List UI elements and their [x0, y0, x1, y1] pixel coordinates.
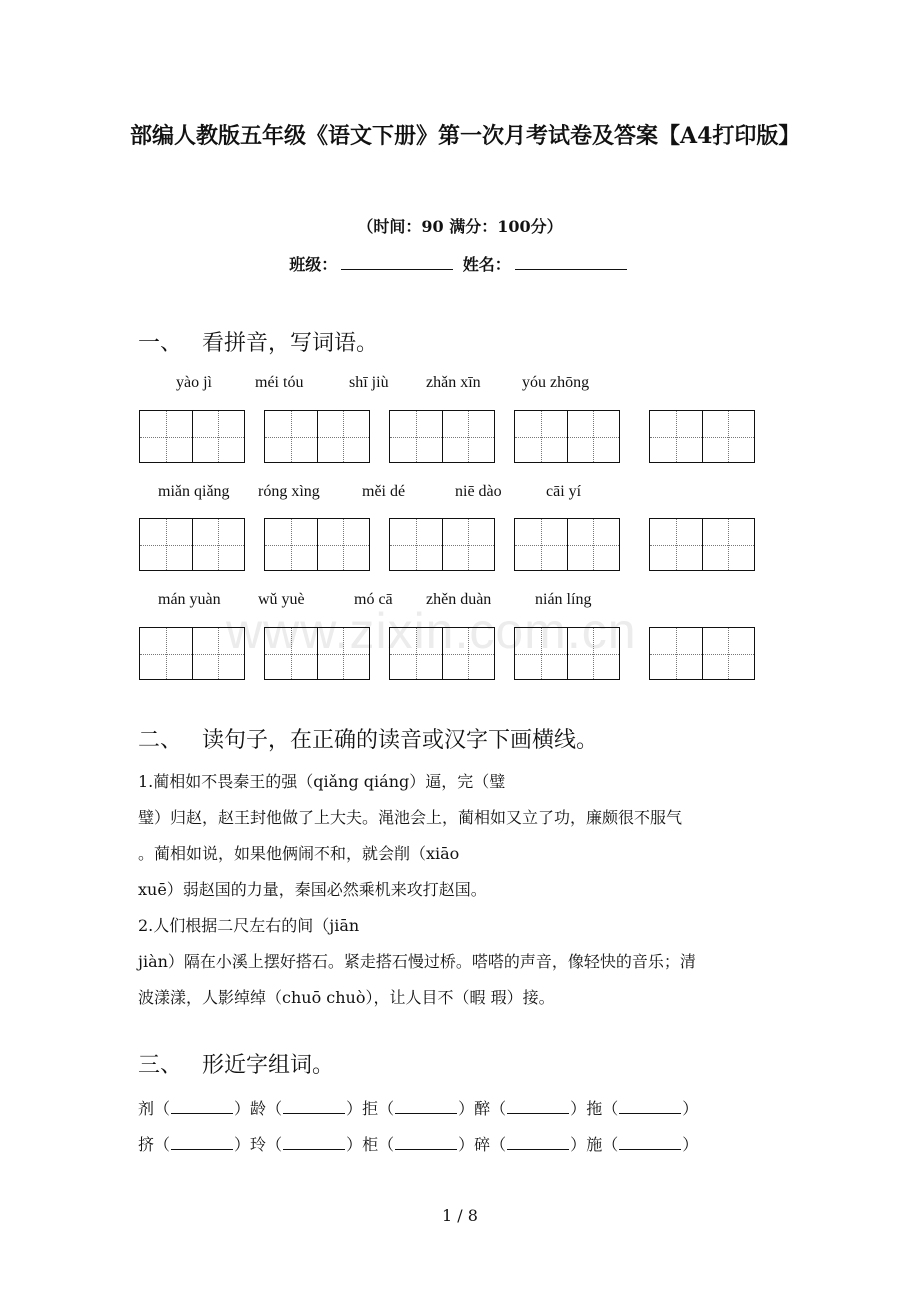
writing-cell[interactable]: [192, 628, 245, 679]
answer-blank[interactable]: [507, 1099, 569, 1114]
writing-cell[interactable]: [140, 628, 192, 679]
writing-cell[interactable]: [192, 411, 245, 462]
guide-line: [568, 545, 620, 546]
answer-blank[interactable]: [619, 1135, 681, 1150]
section2-line-4: xuē）弱赵国的力量，秦国必然乘机来攻打赵国。: [138, 880, 487, 899]
writing-cell[interactable]: [567, 628, 620, 679]
section3-title: 形近字组词。: [202, 1053, 335, 1078]
guide-line: [390, 437, 442, 438]
pinyin-label: méi tóu: [255, 374, 304, 391]
open-paren: （: [154, 1099, 171, 1118]
guide-line: [515, 545, 567, 546]
writing-grid[interactable]: [514, 410, 620, 463]
guide-line: [193, 654, 245, 655]
guide-line: [265, 437, 317, 438]
close-paren: ）: [570, 1099, 587, 1118]
close-paren: ）: [570, 1135, 587, 1154]
writing-cell[interactable]: [567, 519, 620, 570]
pinyin-label: wǔ yuè: [258, 591, 305, 608]
writing-cell[interactable]: [702, 519, 755, 570]
writing-cell[interactable]: [140, 411, 192, 462]
pinyin-label: yóu zhōng: [522, 374, 590, 391]
writing-grid[interactable]: [139, 627, 245, 680]
writing-cell[interactable]: [317, 628, 370, 679]
class-label: 班级：: [289, 255, 338, 274]
guide-line: [318, 437, 370, 438]
answer-blank[interactable]: [507, 1135, 569, 1150]
section2-line-1: 1.蔺相如不畏秦王的强（qiǎng qiáng）逼，完（璧: [138, 772, 506, 791]
writing-cell[interactable]: [317, 519, 370, 570]
writing-grid[interactable]: [514, 627, 620, 680]
writing-grid[interactable]: [264, 518, 370, 571]
answer-blank[interactable]: [171, 1135, 233, 1150]
writing-cell[interactable]: [702, 628, 755, 679]
writing-cell[interactable]: [140, 519, 192, 570]
close-paren: ）: [346, 1135, 363, 1154]
writing-cell[interactable]: [390, 519, 442, 570]
word-item: [362, 1132, 474, 1155]
writing-cell[interactable]: [390, 628, 442, 679]
writing-cell[interactable]: [567, 411, 620, 462]
word-char: 醉: [474, 1099, 491, 1118]
word-char: 挤: [138, 1135, 155, 1154]
pinyin-label: nián líng: [535, 591, 592, 608]
guide-line: [140, 437, 192, 438]
writing-grid[interactable]: [649, 518, 755, 571]
writing-grid[interactable]: [139, 410, 245, 463]
word-row-2: [138, 1132, 698, 1155]
close-paren: ）: [458, 1135, 475, 1154]
pinyin-label: zhěn duàn: [426, 591, 492, 608]
writing-grid[interactable]: [139, 518, 245, 571]
word-item: [138, 1096, 250, 1119]
guide-line: [140, 654, 192, 655]
answer-blank[interactable]: [283, 1135, 345, 1150]
pinyin-label: yào jì: [176, 374, 212, 391]
writing-grid[interactable]: [649, 627, 755, 680]
writing-cell[interactable]: [650, 519, 702, 570]
section2-line-6: jiàn）隔在小溪上摆好搭石。紧走搭石慢过桥。嗒嗒的声音，像轻快的音乐；清: [138, 952, 696, 971]
section1-title: 看拼音，写词语。: [202, 331, 379, 356]
guide-line: [443, 545, 495, 546]
page-title: 部编人教版五年级《语文下册》第一次月考试卷及答案【A4打印版】: [130, 123, 801, 149]
section2-line-5: 2.人们根据二尺左右的间（jiān: [138, 916, 360, 935]
writing-grid[interactable]: [389, 410, 495, 463]
word-item: [362, 1096, 474, 1119]
open-paren: （: [602, 1099, 619, 1118]
section1-heading: [138, 326, 378, 357]
answer-blank[interactable]: [395, 1099, 457, 1114]
page-number: 1 / 8: [442, 1206, 478, 1225]
writing-cell[interactable]: [515, 628, 567, 679]
watermark: www.zixin.com.cn: [226, 603, 637, 659]
open-paren: （: [602, 1135, 619, 1154]
word-char: 柜: [362, 1135, 379, 1154]
pinyin-label: mó cā: [354, 591, 393, 608]
writing-cell[interactable]: [515, 519, 567, 570]
open-paren: （: [266, 1099, 283, 1118]
guide-line: [193, 437, 245, 438]
close-paren: ）: [234, 1099, 251, 1118]
time-score-info: （时间：90 满分：100分）: [357, 217, 563, 236]
writing-cell[interactable]: [442, 519, 495, 570]
pinyin-label: shī jiù: [349, 374, 389, 391]
word-char: 剂: [138, 1099, 155, 1118]
pinyin-label: cāi yí: [546, 483, 582, 500]
word-item: [586, 1132, 698, 1155]
answer-blank[interactable]: [619, 1099, 681, 1114]
open-paren: （: [266, 1135, 283, 1154]
section3-heading: [138, 1048, 334, 1079]
class-name-line: [0, 252, 920, 275]
class-blank[interactable]: [341, 253, 453, 270]
word-item: [250, 1096, 362, 1119]
writing-cell[interactable]: [442, 628, 495, 679]
guide-line: [515, 654, 567, 655]
section3-number: 三、: [138, 1053, 183, 1078]
pinyin-label: mán yuàn: [158, 591, 221, 608]
writing-cell[interactable]: [317, 411, 370, 462]
answer-blank[interactable]: [171, 1099, 233, 1114]
pinyin-label: měi dé: [362, 483, 406, 500]
writing-cell[interactable]: [702, 411, 755, 462]
writing-cell[interactable]: [515, 411, 567, 462]
writing-cell[interactable]: [442, 411, 495, 462]
writing-grid[interactable]: [264, 627, 370, 680]
writing-grid[interactable]: [649, 410, 755, 463]
guide-line: [265, 654, 317, 655]
writing-cell[interactable]: [650, 628, 702, 679]
writing-grid[interactable]: [389, 627, 495, 680]
guide-line: [703, 545, 755, 546]
writing-cell[interactable]: [390, 411, 442, 462]
writing-cell[interactable]: [650, 411, 702, 462]
guide-line: [265, 545, 317, 546]
word-item: [138, 1132, 250, 1155]
guide-line: [515, 437, 567, 438]
pinyin-label: róng xìng: [258, 483, 320, 500]
open-paren: （: [490, 1099, 507, 1118]
open-paren: （: [378, 1099, 395, 1118]
name-blank[interactable]: [515, 253, 627, 270]
pinyin-label: niē dào: [455, 483, 502, 500]
guide-line: [443, 654, 495, 655]
guide-line: [650, 545, 702, 546]
writing-grid[interactable]: [389, 518, 495, 571]
section2-title: 读句子，在正确的读音或汉字下画横线。: [202, 728, 599, 753]
writing-grid[interactable]: [514, 518, 620, 571]
word-item: [250, 1132, 362, 1155]
writing-cell[interactable]: [265, 411, 317, 462]
pinyin-label: miǎn qiǎng: [158, 483, 230, 500]
close-paren: ）: [682, 1099, 699, 1118]
guide-line: [650, 437, 702, 438]
section2-number: 二、: [138, 728, 183, 753]
word-char: 龄: [250, 1099, 267, 1118]
guide-line: [193, 545, 245, 546]
section1-number: 一、: [138, 331, 183, 356]
word-item: [474, 1132, 586, 1155]
word-row-1: [138, 1096, 698, 1119]
name-label: 姓名：: [462, 255, 511, 274]
guide-line: [318, 654, 370, 655]
word-char: 碎: [474, 1135, 491, 1154]
guide-line: [703, 654, 755, 655]
section2-line-3: 。蔺相如说，如果他俩闹不和，就会削（xiāo: [138, 844, 460, 863]
word-item: [474, 1096, 586, 1119]
section2-line-2: 璧）归赵，赵王封他做了上大夫。渑池会上，蔺相如又立了功，廉颇很不服气: [138, 808, 683, 827]
guide-line: [140, 545, 192, 546]
guide-line: [568, 654, 620, 655]
close-paren: ）: [682, 1135, 699, 1154]
close-paren: ）: [346, 1099, 363, 1118]
word-char: 玲: [250, 1135, 267, 1154]
word-char: 拒: [362, 1099, 379, 1118]
close-paren: ）: [458, 1099, 475, 1118]
open-paren: （: [154, 1135, 171, 1154]
open-paren: （: [378, 1135, 395, 1154]
writing-cell[interactable]: [265, 628, 317, 679]
close-paren: ）: [234, 1135, 251, 1154]
section2-heading: [138, 723, 598, 754]
guide-line: [650, 654, 702, 655]
guide-line: [318, 545, 370, 546]
open-paren: （: [490, 1135, 507, 1154]
answer-blank[interactable]: [283, 1099, 345, 1114]
word-item: [586, 1096, 698, 1119]
pinyin-label: zhǎn xīn: [426, 374, 481, 391]
guide-line: [568, 437, 620, 438]
guide-line: [390, 654, 442, 655]
answer-blank[interactable]: [395, 1135, 457, 1150]
guide-line: [390, 545, 442, 546]
writing-grid[interactable]: [264, 410, 370, 463]
section2-line-7: 波漾漾，人影绰绰（chuō chuò），让人目不（暇 瑕）接。: [138, 988, 555, 1007]
writing-cell[interactable]: [265, 519, 317, 570]
word-char: 拖: [586, 1099, 603, 1118]
guide-line: [703, 437, 755, 438]
word-char: 施: [586, 1135, 603, 1154]
writing-cell[interactable]: [192, 519, 245, 570]
guide-line: [443, 437, 495, 438]
